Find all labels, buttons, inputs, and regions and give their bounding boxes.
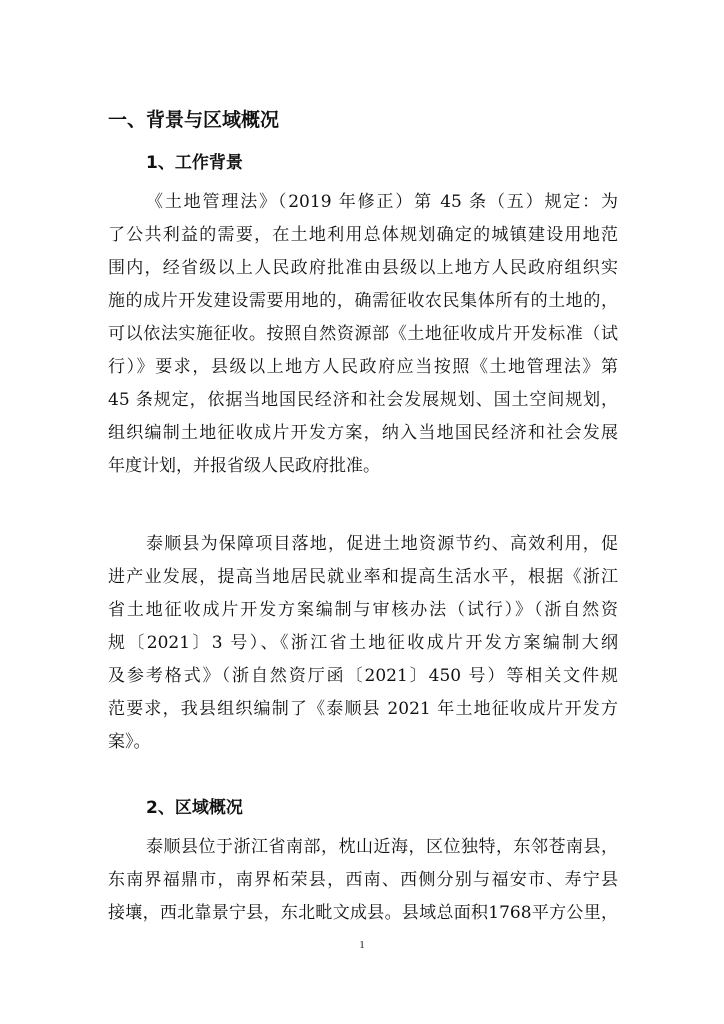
paragraph-line: 围内，经省级以上人民政府批准由县级以上地方人民政府组织实 [108,258,618,278]
paragraph-line: 年度计划，并报省级人民政府批准。 [108,456,380,476]
paragraph-line: 45 条规定，依据当地国民经济和社会发展规划、国土空间规划， [108,390,618,410]
paragraph-line: 《土地管理法》（2019 年修正）第 45 条（五）规定：为 [146,192,618,212]
paragraph-line: 进产业发展，提高当地居民就业率和提高生活水平，根据《浙江 [108,567,618,587]
paragraph-line: 接壤，西北靠景宁县，东北毗文成县。县域总面积1768平方公里， [108,903,618,923]
paragraph-line: 省土地征收成片开发方案编制与审核办法（试行）》（浙自然资 [108,600,618,620]
paragraph-line: 范要求，我县组织编制了《泰顺县 2021 年土地征收成片开发方 [108,699,618,719]
paragraph-line: 规〔2021〕3 号）、《浙江省土地征收成片开发方案编制大纲 [108,633,618,653]
section-heading: 一、背景与区域概况 [108,109,280,131]
subsection-heading-region-overview: 2、区域概况 [146,798,243,818]
subsection-heading-work-background: 1、工作背景 [146,153,243,173]
paragraph-line: 组织编制土地征收成片开发方案，纳入当地国民经济和社会发展 [108,423,618,443]
paragraph-line: 了公共利益的需要，在土地利用总体规划确定的城镇建设用地范 [108,225,618,245]
paragraph-line: 泰顺县为保障项目落地，促进土地资源节约、高效利用，促 [146,534,618,554]
paragraph-line: 可以依法实施征收。按照自然资源部《土地征收成片开发标准（试 [108,324,618,344]
paragraph-line: 泰顺县位于浙江省南部，枕山近海，区位独特，东邻苍南县， [146,837,618,857]
paragraph-line: 东南界福鼎市，南界柘荣县，西南、西侧分别与福安市、寿宁县 [108,870,618,890]
paragraph-line: 及参考格式》（浙自然资厅函〔2021〕450 号）等相关文件规 [108,666,618,686]
paragraph-line: 施的成片开发建设需要用地的，确需征收农民集体所有的土地的， [108,291,618,311]
paragraph-line: 行）》要求，县级以上地方人民政府应当按照《土地管理法》第 [108,357,618,377]
paragraph-line: 案》。 [108,732,151,752]
page-number: 1 [359,939,365,951]
